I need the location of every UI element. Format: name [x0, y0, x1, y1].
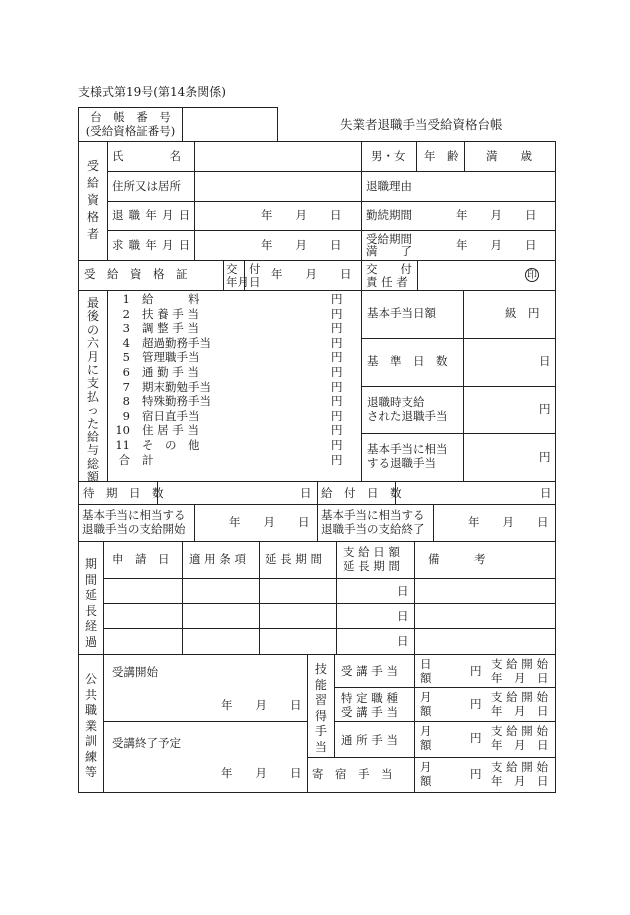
- training-start-date[interactable]: 年 月 日: [221, 698, 302, 712]
- board-allowance-label: 寄 宿 手 当: [312, 767, 393, 781]
- retire-date-label: 退職年月日: [112, 208, 196, 222]
- expiry-value[interactable]: 年 月 日: [456, 238, 537, 252]
- basic-daily-label: 基本手当日額: [367, 306, 436, 320]
- ext-day-unit: 日: [397, 609, 409, 623]
- equiv-label-2: する退職手当: [367, 456, 436, 470]
- payment-start-date[interactable]: 年 月 日: [491, 774, 549, 788]
- ext-apply-header: 申 請 日: [112, 552, 170, 566]
- training-start-label: 受講開始: [112, 665, 158, 679]
- salary-item-number: 11: [115, 438, 130, 452]
- wait-days-unit: 日: [300, 486, 312, 500]
- salary-item-label: 管理職手当: [142, 350, 200, 365]
- ext-day-unit: 日: [397, 634, 409, 648]
- salary-item-number: 合: [118, 452, 130, 467]
- attend-allowance-label: 受 講 手 当: [341, 664, 398, 678]
- salary-item-unit: 円: [331, 394, 343, 409]
- ledger-number-label: 台 帳 番 号: [90, 110, 171, 124]
- ledger-number-field[interactable]: [183, 112, 277, 138]
- base-days-unit: 日: [539, 354, 551, 368]
- skill-allowance-label: 技能習得手当: [314, 662, 327, 754]
- paid-unit: 円: [539, 402, 551, 416]
- amount-label: 額: [420, 774, 432, 788]
- amount-unit: 円: [470, 767, 482, 781]
- payment-start-label: 支 給 開 始: [491, 690, 548, 704]
- salary-item-number: 4: [122, 335, 130, 350]
- salary-item-unit: 円: [331, 365, 343, 379]
- training-side-label: 公共職業訓練等: [84, 672, 97, 779]
- start-date-value[interactable]: 年 月 日: [229, 515, 310, 529]
- ext-period-header: 延 長 期 間: [265, 552, 322, 566]
- seal-mark: 印: [527, 270, 537, 281]
- issue-label-1: 交 付: [226, 262, 261, 276]
- salary-item-label: 宿日直手当: [142, 408, 200, 423]
- special-allowance-label-2: 受 講 手 当: [341, 705, 398, 719]
- amount-label: 額: [420, 738, 432, 752]
- salary-item-number: 10: [115, 423, 130, 438]
- payment-start-date[interactable]: 年 月 日: [491, 671, 549, 685]
- expiry-label-2: 満 了: [366, 244, 412, 258]
- salary-item-label: 特殊勤務手当: [142, 394, 211, 409]
- payment-start-label: 支 給 開 始: [491, 760, 548, 774]
- responsible-label-1: 交 付: [366, 262, 412, 276]
- ext-day-unit: 日: [397, 584, 409, 598]
- payment-start-date[interactable]: 年 月 日: [491, 738, 549, 752]
- salary-item-label: 超過勤務手当: [142, 335, 211, 350]
- amount-kind: 日: [420, 657, 432, 671]
- name-label: 氏 名: [112, 149, 181, 163]
- retire-date-value[interactable]: 年 月 日: [261, 208, 342, 222]
- cert-label: 受 給 資 格 証: [84, 267, 188, 281]
- payment-start-date[interactable]: 年 月 日: [491, 704, 549, 718]
- pay-days-unit: 日: [540, 486, 552, 500]
- ext-remarks-header: 備 考: [428, 552, 486, 566]
- equiv-unit: 円: [539, 450, 551, 464]
- reason-label: 退職理由: [366, 179, 412, 193]
- salary-item-number: 2: [122, 306, 130, 321]
- address-label: 住所又は居所: [112, 179, 181, 193]
- salary-item-label: 通 勤 手 当: [142, 365, 199, 379]
- issue-date-value[interactable]: 年 月 日: [271, 267, 352, 281]
- salary-item-number: 8: [122, 394, 130, 409]
- salary-side-label: 最後の六月に支払った給与総額: [86, 296, 99, 485]
- apply-date-value[interactable]: 年 月 日: [261, 238, 342, 252]
- payment-start-label: 支 給 開 始: [491, 724, 548, 738]
- salary-item-number: 5: [122, 350, 130, 365]
- sex-label[interactable]: 男・女: [371, 149, 406, 163]
- amount-kind: 月: [420, 760, 432, 774]
- payment-start-label: 支 給 開 始: [491, 657, 548, 671]
- certificate-number-label: (受給資格証番号): [85, 124, 176, 138]
- amount-unit: 円: [470, 697, 482, 711]
- equiv-label-1: 基本手当に相当: [367, 442, 448, 456]
- recipient-side-label: 受給資格者: [86, 159, 99, 241]
- end-label-2: 退職手当の支給終了: [321, 522, 425, 536]
- salary-item-label: 住 居 手 当: [142, 423, 199, 438]
- amount-label: 額: [420, 704, 432, 718]
- salary-item-unit: 円: [331, 438, 343, 452]
- wait-days-label: 待 期 日 数: [83, 486, 164, 500]
- ext-clause-header: 適 用 条 項: [189, 552, 246, 566]
- expiry-label-1: 受給期間: [366, 232, 412, 246]
- special-allowance-label-1: 特 定 職 種: [341, 691, 398, 705]
- basic-daily-unit: 級 円: [505, 306, 540, 320]
- salary-item-unit: 円: [331, 350, 343, 365]
- salary-item-number: 1: [122, 292, 130, 306]
- pay-days-label: 給 付 日 数: [321, 486, 402, 500]
- amount-unit: 円: [470, 731, 482, 745]
- salary-item-unit: 円: [331, 321, 343, 336]
- amount-unit: 円: [470, 664, 482, 678]
- amount-kind: 月: [420, 690, 432, 704]
- salary-item-unit: 円: [331, 335, 343, 350]
- apply-date-label: 求職年月日: [112, 238, 196, 252]
- ext-sup-header-1: 支 給 日 額: [343, 545, 400, 559]
- base-days-label: 基 準 日 数: [367, 354, 448, 368]
- salary-item-unit: 円: [331, 306, 343, 321]
- salary-item-unit: 円: [331, 292, 343, 306]
- extension-side-label: 期間延長経過: [84, 557, 97, 649]
- end-label-1: 基本手当に相当する: [321, 508, 425, 522]
- amount-kind: 月: [420, 724, 432, 738]
- salary-item-number: 6: [122, 365, 130, 379]
- salary-item-number: 3: [122, 321, 130, 336]
- service-value[interactable]: 年 月 日: [456, 208, 537, 222]
- responsible-label-2: 責 任 者: [366, 275, 408, 289]
- service-label: 勤続期間: [366, 208, 412, 222]
- start-label-1: 基本手当に相当する: [82, 508, 186, 522]
- salary-item-unit: 円: [331, 408, 343, 423]
- salary-item-unit: 円: [331, 423, 343, 438]
- salary-item-label: 調 整 手 当: [142, 321, 199, 336]
- amount-label: 額: [420, 671, 432, 685]
- salary-item-label: 期末勤勉手当: [142, 379, 211, 394]
- commute-allowance-label: 通 所 手 当: [341, 733, 398, 747]
- training-end-date[interactable]: 年 月 日: [221, 766, 302, 780]
- salary-item-label: 計: [142, 452, 154, 467]
- paid-label-1: 退職時支給: [367, 395, 425, 409]
- issue-label-2: 年月日: [226, 275, 261, 289]
- salary-item-number: 9: [122, 408, 130, 423]
- form-id: 支様式第19号(第14条関係): [78, 85, 226, 99]
- salary-item-label: 給 料: [142, 292, 200, 306]
- salary-item-number: 7: [122, 379, 130, 394]
- training-end-label: 受講終了予定: [112, 736, 181, 750]
- salary-item-label: 扶 養 手 当: [142, 306, 199, 321]
- ext-sup-header-2: 延 長 期 間: [343, 559, 400, 573]
- age-label: 年 齢: [424, 149, 459, 163]
- end-date-value[interactable]: 年 月 日: [468, 515, 549, 529]
- paid-label-2: された退職手当: [367, 409, 448, 423]
- salary-item-label: そ の 他: [142, 438, 200, 452]
- salary-item-unit: 円: [331, 379, 343, 394]
- age-unit: 満 歳: [486, 149, 532, 163]
- form-title: 失業者退職手当受給資格台帳: [340, 117, 503, 132]
- salary-item-unit: 円: [331, 452, 343, 467]
- start-label-2: 退職手当の支給開始: [82, 522, 186, 536]
